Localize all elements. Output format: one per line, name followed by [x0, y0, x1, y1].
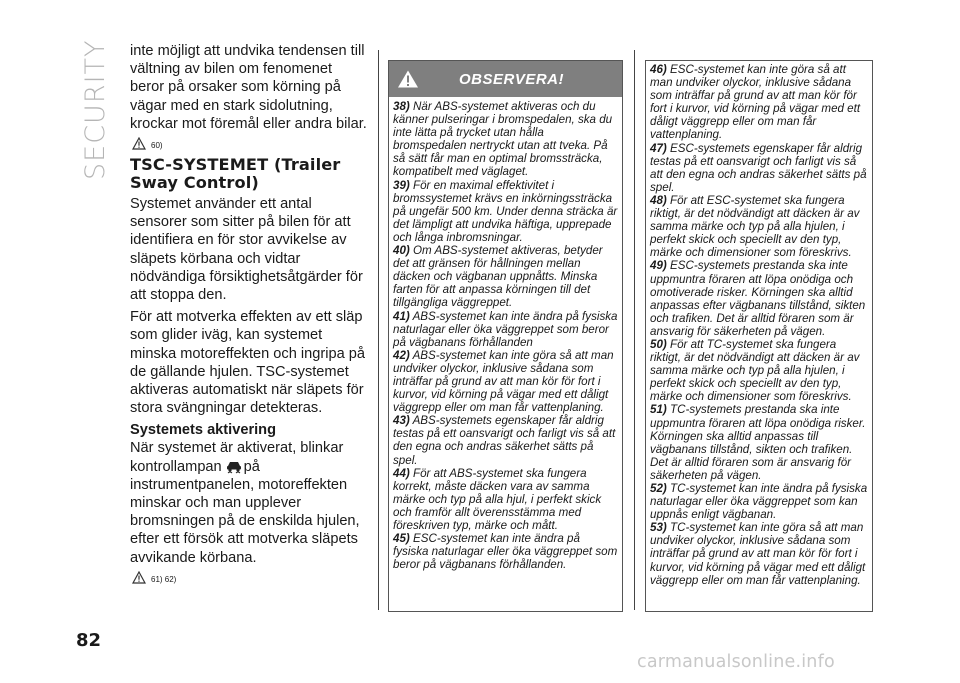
note-box-right	[645, 60, 873, 612]
note-item	[393, 532, 618, 571]
note-title: OBSERVERA!	[458, 70, 564, 88]
note-box-left	[388, 60, 623, 612]
page-number: 82	[76, 630, 102, 651]
note-item-number: 43)	[393, 414, 410, 428]
note-item	[650, 194, 868, 259]
note-item	[650, 142, 868, 194]
note-item-text: TC-systemet kan inte ändra på fysiska naturlagar eller öka väggreppet som kan uppnås enligt vägbanan.	[650, 482, 868, 522]
watermark: carmanualsonline.info	[637, 652, 835, 672]
note-item-number: 53)	[650, 521, 667, 535]
note-item-text: Om ABS-systemet aktiveras, betyder det att gränsen för hållningen mellan däcken och vägbanan uppnåtts. Minska farten för att anpassa körningen till det tillgängliga väggreppet.	[393, 244, 603, 310]
note-list-left	[389, 97, 622, 571]
warning-triangle-icon	[132, 571, 146, 584]
note-item-number: 40)	[393, 244, 410, 258]
note-item-text: För att ESC-systemet ska fungera riktigt, är det nödvändigt att däcken är av samma märke och typ på alla hjulen, i perfekt skick och speciellt av den typ, märke och dimensioner som föreskrivs.	[650, 193, 860, 260]
note-item	[393, 244, 618, 309]
note-item	[650, 403, 868, 482]
note-item	[393, 467, 618, 532]
note-item	[650, 338, 868, 403]
paragraph-activation-start: När systemet är aktiverat, blinkar kontrollampan	[130, 440, 344, 475]
note-item-number: 41)	[393, 309, 410, 323]
note-item	[650, 482, 868, 521]
note-item-number: 51)	[650, 403, 667, 417]
ref-label: 60)	[151, 141, 163, 151]
intro-paragraph: inte möjligt att undvika tendensen till vältning av bilen om fenomenet beror på orsaker som körning på vägar med en stark sidolutning, krockar mot föremål eller andra bilar.	[130, 43, 367, 132]
note-item	[393, 179, 618, 244]
paragraph-activation-end: på instrumentpanelen, motoreffekten minskar och man upplever bromsningen på de enskilda hjulen, efter ett försök att motverka släpets avvikande körbana.	[130, 458, 360, 566]
paragraph-trailer: För att motverka effekten av ett släp som glider iväg, kan systemet minska motoreffekten och ingripa på de gällande hjulen. TSC-systemet aktiveras automatiskt när släpets för stora svängningar detekteras.	[130, 309, 365, 417]
warning-ref-60	[132, 137, 368, 150]
note-item-number: 49)	[650, 259, 667, 273]
note-item-text: För att TC-systemet ska fungera riktigt, är det nödvändigt att däcken är av samma märke och typ på alla hjulen, i perfekt skick och speciellt av den typ, märke och dimensioner som föreskrivs.	[650, 337, 860, 404]
note-list-right	[646, 61, 872, 587]
section-side-title: SECURITY	[80, 39, 111, 180]
note-item-text: ABS-systemets egenskaper får aldrig testas på ett oansvarigt och farligt vis så att den egna och andras säkerhet sätts på spel.	[393, 414, 616, 467]
note-item-number: 44)	[393, 466, 410, 480]
note-item-number: 47)	[650, 141, 667, 155]
paragraph-sensors: Systemet använder ett antal sensorer som sitter på bilen för att identifiera en för stor avvikelse av släpets körbana och vidtar nödvändiga försiktighetsåtgärder för att stoppa den.	[130, 196, 363, 304]
note-item-text: För att ABS-systemet ska fungera korrekt, måste däcken vara av samma märke och typ på alla hjul, i perfekt skick och framför allt överensstämma med föreskriven typ, märke och mått.	[393, 466, 602, 532]
warning-ref-61-62	[132, 571, 368, 584]
note-item-text: När ABS-systemet aktiveras och du känner pulseringar i bromspedalen, ska du inte lätta på trycket utan hålla bromspedalen nertryckt utan att tveka. På så sätt får man en optimal bromssträcka, kompatibelt med väglaget.	[393, 100, 613, 179]
column-divider	[634, 50, 635, 610]
note-item-text: ABS-systemet kan inte ändra på fysiska naturlagar eller öka väggreppet som beror på vägbanans förhållanden	[393, 309, 618, 349]
note-item	[650, 63, 868, 142]
note-item-text: ESC-systemets prestanda ska inte uppmuntra föraren att löpa onödiga och omotiverade risker. Körningen ska alltid anpassas efter vägbanans tillstånd, sikten och trafiken. Det är alltid föraren som är ansvarig för säkerheten på vägen.	[650, 259, 866, 338]
note-item	[650, 259, 868, 338]
note-item	[393, 414, 618, 466]
note-item-text: ABS-systemet kan inte göra så att man undviker olyckor, inklusive sådana som inträffar på grund av att man kör för fort i kurvor, vid körning på vägar med ett dåligt väggrepp eller om man får vattenplaning.	[393, 348, 614, 415]
note-item-number: 46)	[650, 63, 667, 76]
note-item-number: 52)	[650, 482, 667, 495]
note-item-text: TC-systemets prestanda ska inte uppmuntra föraren att löpa onödiga risker. Körningen ska alltid anpassas till vägbanans tillstånd, sikten och trafiken. Det är alltid föraren som är ansvarig för säkerheten på vägen.	[650, 403, 866, 482]
ref-label: 61) 62)	[151, 574, 177, 584]
subheading-activation: Systemets aktivering	[130, 422, 277, 439]
note-item	[393, 349, 618, 414]
section-heading: TSC-SYSTEMET (Trailer Sway Control)	[130, 155, 341, 193]
skid-car-icon	[225, 458, 243, 474]
note-item-number: 45)	[393, 532, 410, 546]
note-header	[389, 61, 622, 97]
note-item	[393, 100, 618, 179]
note-item-number: 50)	[650, 337, 667, 351]
note-item-text: ESC-systemet kan inte göra så att man undviker olyckor, inklusive sådana som inträffar på grund av att man kör för fort i kurvor, vid körning på vägar med ett dåligt väggrepp eller om man får vattenplaning.	[650, 63, 861, 142]
note-item-number: 39)	[393, 178, 410, 192]
main-column	[130, 42, 368, 590]
note-item-number: 38)	[393, 100, 410, 113]
note-item	[650, 521, 868, 586]
note-item-text: För en maximal effektivitet i bromssystemet krävs en inkörningssträcka på ungefär 500 km. Under denna sträcka är det lämpligt att undvika häftiga, upprepade och långa inbromsningar.	[393, 178, 618, 244]
warning-triangle-icon	[397, 69, 419, 89]
warning-triangle-icon	[132, 137, 146, 150]
note-item-number: 48)	[650, 193, 667, 207]
paragraph-activation	[130, 439, 368, 566]
note-item	[393, 310, 618, 349]
note-item-text: ESC-systemet kan inte ändra på fysiska naturlagar eller öka väggreppet som beror på vägbanans förhållanden.	[393, 532, 618, 572]
note-item-text: ESC-systemets egenskaper får aldrig testas på ett oansvarigt och farligt vis så att den egna och andras säkerhet sätts på spel.	[650, 141, 867, 194]
column-divider	[378, 50, 379, 610]
note-item-number: 42)	[393, 348, 410, 362]
note-item-text: TC-systemet kan inte göra så att man undviker olyckor, inklusive sådana som inträffar på grund av att man kör för fort i kurvor, vid körning på vägar med ett dåligt väggrepp eller om man får vattenplaning.	[650, 521, 866, 587]
